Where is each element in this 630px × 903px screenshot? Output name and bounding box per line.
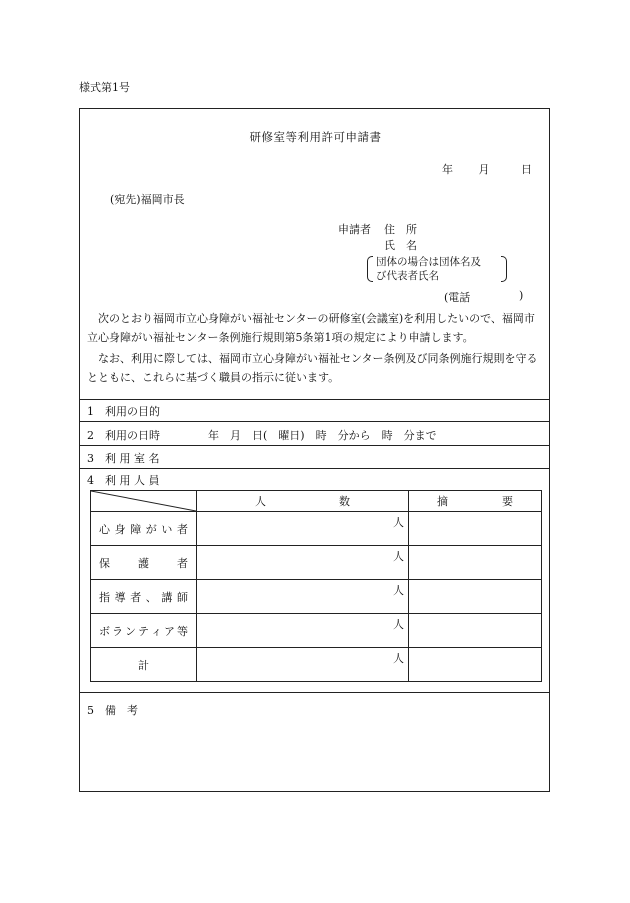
phone-close: ): [519, 289, 524, 302]
divider: [80, 468, 549, 469]
date-line: [442, 161, 532, 177]
divider: [80, 445, 549, 446]
date-year: 年: [442, 163, 453, 176]
attendees-table: [90, 490, 542, 682]
section-remarks: 5 備 考: [87, 704, 138, 717]
table-row: [91, 648, 542, 682]
diagonal-line: [91, 491, 196, 511]
remarks-cell[interactable]: [409, 614, 542, 648]
count-cell[interactable]: [197, 648, 409, 682]
count-cell[interactable]: [197, 614, 409, 648]
addressee: (宛先)福岡市長: [110, 193, 185, 206]
phone-label: (電話: [444, 291, 471, 304]
section-room-name: 3 利 用 室 名: [87, 452, 160, 465]
form-title: 研修室等利用許可申請書: [249, 130, 382, 144]
category-volunteer: ボ ラ ン テ ィ ア 等: [91, 614, 197, 648]
name-label: 氏 名: [384, 239, 417, 252]
attendees-header-row: [91, 491, 542, 512]
remarks-cell[interactable]: [409, 512, 542, 546]
count-cell[interactable]: [197, 512, 409, 546]
remarks-cell[interactable]: [409, 580, 542, 614]
group-note-text: [376, 255, 481, 283]
unit-label: 人: [393, 550, 404, 563]
divider: [80, 692, 549, 693]
table-row: [91, 512, 542, 546]
category-instructor: 指 導 者 、 講 師: [91, 580, 197, 614]
remarks-cell[interactable]: [409, 648, 542, 682]
group-note-line1: 団体の場合は団体名及: [376, 256, 481, 268]
address-label: 住 所: [384, 223, 417, 236]
unit-label: 人: [393, 618, 404, 631]
table-row: [91, 546, 542, 580]
remarks-cell[interactable]: [409, 546, 542, 580]
unit-label: 人: [393, 516, 404, 529]
application-statement: 次のとおり福岡市立心身障がい福祉センターの研修室(会議室)を利用したいので、福岡市立心身障がい福祉センター条例施行規則第5条第1項の規定により申請します。: [87, 312, 535, 344]
group-note-line2: び代表者氏名: [376, 270, 439, 282]
bracket-right: [501, 256, 507, 282]
date-month: 月: [478, 163, 490, 176]
section-purpose: 1 利用の目的: [87, 405, 160, 418]
table-row: [91, 614, 542, 648]
category-total: 計: [91, 648, 197, 682]
count-cell[interactable]: [197, 580, 409, 614]
application-form: [79, 108, 550, 792]
table-row: [91, 580, 542, 614]
header-count: 人 数: [197, 491, 409, 512]
bracket-left: [367, 256, 373, 282]
unit-label: 人: [393, 584, 404, 597]
divider: [80, 399, 549, 400]
unit-label: 人: [393, 652, 404, 665]
section-attendees: 4 利 用 人 員: [87, 474, 160, 487]
applicant-label: 申請者: [338, 223, 371, 236]
date-day: 日: [521, 163, 532, 176]
category-guardian: 保 護 者: [91, 546, 197, 580]
divider: [80, 421, 549, 422]
compliance-statement: なお、利用に際しては、福岡市立心身障がい福祉センター条例及び同条例施行規則を守るとともに、これらに基づく職員の指示に従います。: [87, 352, 538, 384]
datetime-fields: 年 月 日( 曜日) 時 分から 時 分まで: [208, 429, 437, 442]
form-number: 様式第1号: [79, 81, 130, 94]
corner-cell: [91, 491, 197, 512]
group-note: [367, 254, 507, 282]
header-remarks: 摘 要: [409, 491, 542, 512]
count-cell[interactable]: [197, 546, 409, 580]
section-datetime: 2 利用の日時: [87, 429, 160, 442]
category-disabled: 心 身 障 が い 者: [91, 512, 197, 546]
